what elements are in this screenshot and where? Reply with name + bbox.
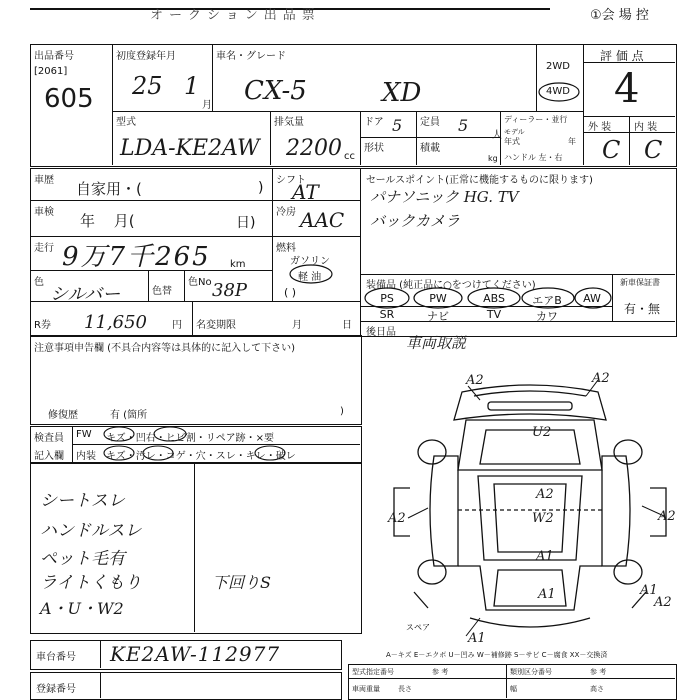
checker-row2-items: キズ・汚レ・コゲ・穴・スレ・キレ・破レ: [106, 451, 296, 462]
handle-label: ハンドル 左・右: [504, 153, 563, 162]
color-value: シルバー: [50, 284, 121, 305]
venue-copy-label: ①会 場 控: [590, 8, 649, 23]
fuel-gas: ガソリン: [290, 256, 330, 267]
checker-circles: [100, 426, 300, 462]
displacement-unit: cc: [344, 151, 355, 162]
vehicle-weight-label: 車両重量: [352, 685, 380, 693]
shift-label: シフト: [276, 175, 306, 186]
checker-row1-label: FW: [76, 429, 92, 440]
checker-label-2: 記入欄: [34, 451, 64, 462]
fuel-label: 燃料: [276, 243, 296, 254]
capacity-value: 5: [458, 116, 469, 135]
model-year-label-b: 年式: [504, 137, 520, 146]
repair-history-label: 修復歴: [48, 410, 78, 421]
load-label: 積載: [420, 143, 440, 154]
sales-point-2: バックカメラ: [370, 212, 461, 230]
registration-label: 登録番号: [36, 684, 76, 695]
doors-label: ドア: [364, 117, 384, 128]
capacity-unit: 人: [492, 130, 502, 141]
fuel-paren: ( ): [284, 286, 297, 299]
model-name: CX-5: [244, 76, 307, 106]
exterior-grade: C: [602, 136, 621, 164]
equipment-circles: [360, 286, 620, 310]
sales-points-label: セールスポイント(正常に機能するものに限ります): [366, 175, 593, 186]
inspection-close: 日): [236, 215, 256, 231]
classification-label: 類別区分番号: [510, 668, 552, 676]
checker-row2-label: 内装: [76, 451, 96, 462]
type-label: 型式: [116, 117, 136, 128]
equip-navi: ナビ: [427, 310, 449, 323]
drive-2wd: 2WD: [546, 61, 570, 72]
dealer-label: ディーラー・並行: [504, 115, 568, 124]
lot-sub-number: [2061]: [34, 66, 68, 77]
after-sale-value: 車両取説: [406, 334, 467, 352]
rating-label: 評 価 点: [600, 49, 644, 63]
recycle-label: R券: [34, 320, 51, 331]
color-code: 38P: [212, 280, 248, 301]
first-registration-label: 初度登録年月: [116, 51, 176, 62]
note-5: A・U・W2: [40, 599, 124, 618]
spare-label: スペア: [406, 623, 430, 632]
checker-label-1: 検査員: [34, 433, 64, 444]
history-close: ): [258, 180, 264, 196]
chassis-label: 車台番号: [36, 652, 76, 663]
aircon-label: 冷房: [276, 207, 296, 218]
color-label: 色: [34, 277, 44, 288]
drive-4wd-circle: [536, 80, 582, 104]
mark-a1-rear-corner: A1: [536, 549, 554, 564]
header-title: オークション出品票: [150, 8, 321, 23]
capacity-label: 定員: [420, 117, 440, 128]
shift-value: AT: [292, 180, 319, 204]
model-year-label-a: モデル: [504, 128, 525, 136]
mark-a1-rear-right: A1: [640, 583, 658, 598]
mark-a2-front-left: A2: [466, 373, 484, 388]
model-grade: XD: [382, 78, 422, 108]
dereg-label: 名変期限: [196, 320, 236, 331]
shape-label: 形状: [364, 143, 384, 154]
model-year-unit: 年: [568, 137, 576, 146]
checker-row1-items: キズ・凹右・ヒビ割・リペア跡・×要: [106, 433, 274, 444]
equip-abs: ABS: [483, 292, 505, 305]
first-registration-month: 1: [184, 72, 200, 100]
notes-label: 注意事項申告欄 (不具合内容等は具体的に記入して下さい): [34, 343, 295, 354]
height-label: 高さ: [590, 685, 604, 693]
month-unit: 月: [202, 100, 212, 111]
mileage-value: 9万7千265: [62, 242, 211, 272]
mark-a2-left: A2: [388, 511, 406, 526]
repair-history-value: 有 (箇所: [110, 410, 148, 421]
length-label: 長さ: [398, 685, 412, 693]
mark-u2: U2: [532, 425, 552, 440]
equip-tv: TV: [486, 308, 502, 321]
repair-history-close: ): [340, 406, 344, 417]
dereg-day: 日: [342, 320, 352, 331]
equip-airbag: エアB: [532, 294, 562, 307]
car-damage-diagram: [370, 360, 690, 650]
interior-grade: C: [644, 136, 663, 164]
inspection-label: 車検: [34, 207, 54, 218]
model-name-label: 車名・グレード: [216, 51, 286, 62]
displacement-value: 2200: [286, 136, 342, 161]
note-2: ハンドルスレ: [40, 521, 142, 541]
exterior-label: 外 装: [588, 122, 612, 133]
note-3: ペット毛有: [40, 549, 125, 569]
mark-a1-rear: A1: [538, 587, 556, 602]
warranty-value: 有・無: [624, 302, 661, 316]
color-code-label: 色No: [188, 277, 212, 288]
lot-label: 出品番号: [34, 51, 74, 62]
mark-a2-right: A2: [658, 509, 676, 524]
equipment-label: 装備品 (純正品に○をつけてください): [366, 280, 536, 291]
chassis-number: KE2AW-112977: [110, 642, 281, 666]
displacement-label: 排気量: [274, 117, 304, 128]
color-change-label: 色替: [152, 286, 172, 297]
load-unit: kg: [488, 154, 498, 163]
mileage-unit: km: [230, 259, 246, 270]
note-4: ライトくもり: [40, 573, 142, 593]
type-value: LDA-KE2AW: [120, 136, 260, 161]
doors-value: 5: [392, 116, 403, 135]
dereg-month: 月: [292, 320, 302, 331]
mark-a2-front-right: A2: [592, 371, 610, 386]
fuel-diesel-circle: [286, 262, 336, 286]
width-label: 幅: [510, 685, 517, 693]
ref-label-2: 参 考: [590, 668, 607, 676]
mark-a2-roof: A2: [536, 487, 554, 502]
registration-box: [30, 672, 342, 700]
lot-number: 605: [44, 84, 94, 114]
mark-a1-rear-left: A1: [468, 631, 486, 646]
under-note: 下回りS: [212, 573, 271, 592]
after-sale-label: 後日品: [366, 327, 396, 338]
ref-label-1: 参 考: [432, 668, 449, 676]
equip-ps: PS: [380, 292, 394, 305]
equip-kawa: カワ: [536, 310, 558, 323]
drive-4wd: 4WD: [546, 86, 570, 97]
warranty-label: 新車保証書: [620, 278, 660, 287]
history-label: 車歴: [34, 175, 54, 186]
mark-w2: W2: [532, 511, 554, 526]
mileage-label: 走行: [34, 243, 54, 254]
damage-legend: A－キズ E－エクボ U－凹み W－補修跡 S－サビ C－腐食 XX－交換済: [386, 651, 608, 659]
recycle-value: 11,650: [84, 312, 147, 333]
equip-pw: PW: [429, 292, 447, 305]
sales-point-1: パナソニック HG. TV: [370, 188, 519, 206]
first-registration-year: 25: [132, 72, 163, 100]
interior-label: 内 装: [634, 122, 658, 133]
aircon-value: AAC: [300, 208, 345, 232]
equip-aw: AW: [583, 292, 601, 305]
history-value: 自家用・(: [76, 180, 142, 198]
equip-sr: SR: [379, 308, 395, 321]
model-designation-label: 型式指定番号: [352, 668, 394, 676]
fuel-diesel: 軽 油: [298, 272, 322, 283]
mark-a2-rear-right: A2: [654, 595, 672, 610]
inspection-value: 年 月(: [80, 212, 135, 230]
rating-score: 4: [614, 66, 640, 112]
note-1: シートスレ: [40, 491, 125, 511]
recycle-unit: 円: [172, 320, 182, 331]
